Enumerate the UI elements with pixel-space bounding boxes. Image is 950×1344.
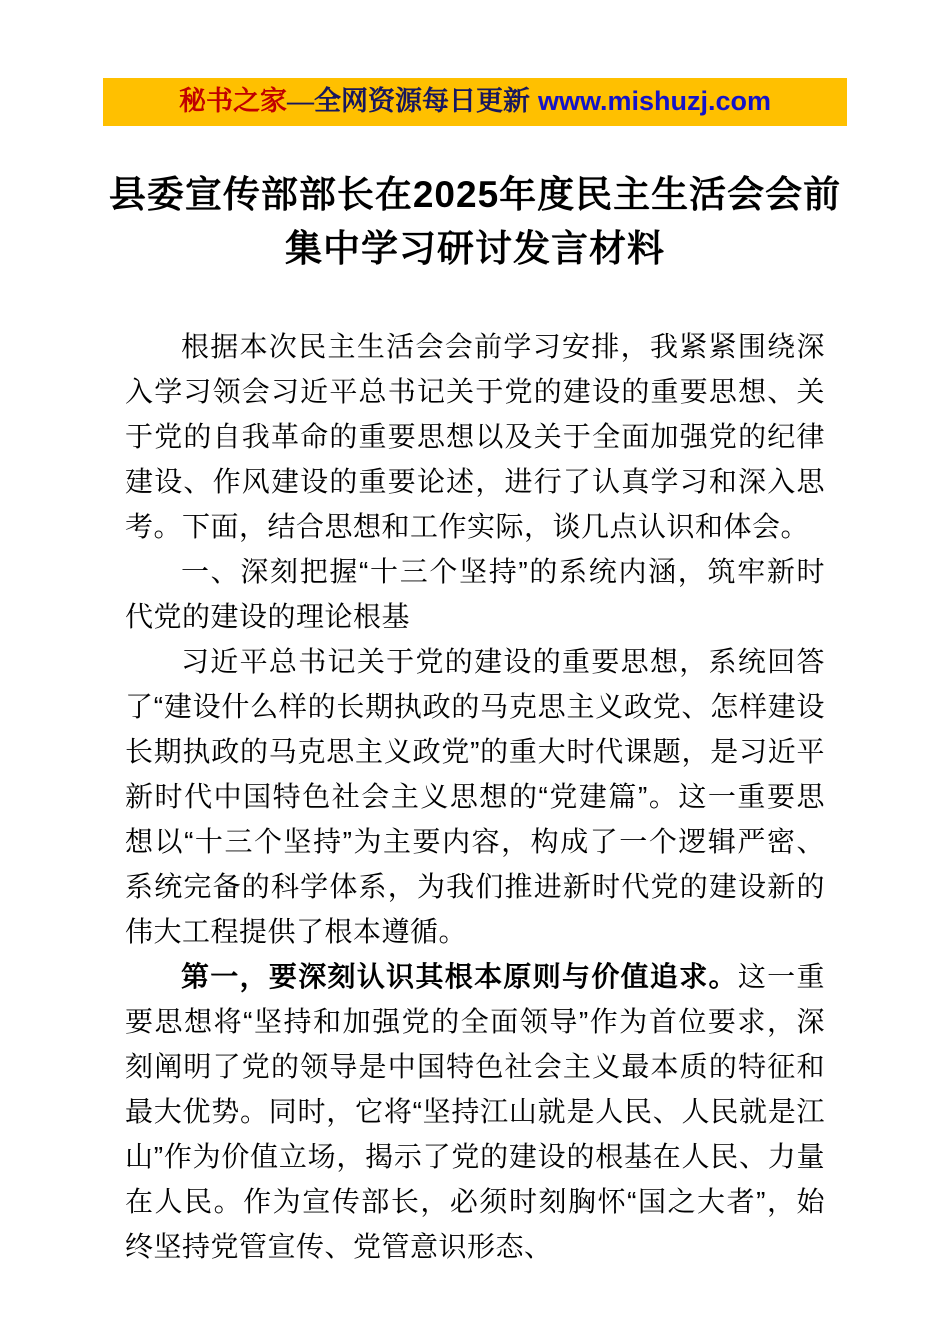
document-title	[100, 168, 850, 275]
banner-tagline-text: —全网资源每日更新	[286, 86, 530, 116]
paragraph-section1-body	[125, 639, 825, 954]
paragraph-section1-text: 习近平总书记关于党的建设的重要思想，系统回答了“建设什么样的长期执政的马克思主义政党、怎样建设长期执政的马克思主义政党”的重大时代课题，是习近平新时代中国特色社会主义思想的“党建篇”。这一重要思想以“十三个坚持”为主要内容，构成了一个逻辑严密、系统完备的科学体系，为我们推进新时代党的建设新的伟大工程提供了根本遵循。	[125, 645, 825, 947]
banner-url-link[interactable]: www.mishuzj.com	[537, 86, 772, 116]
paragraph-intro	[125, 324, 825, 549]
site-banner	[103, 78, 847, 126]
paragraph-intro-text: 根据本次民主生活会会前学习安排，我紧紧围绕深入学习领会习近平总书记关于党的建设的重要思想、关于党的自我革命的重要思想以及关于全面加强党的纪律建设、作风建设的重要论述，进行了认真学习和深入思考。下面，结合思想和工作实际，谈几点认识和体会。	[125, 330, 825, 542]
section-heading-1	[125, 549, 825, 639]
paragraph-point-1-lead: 第一，要深刻认识其根本原则与价值追求。	[181, 960, 738, 992]
paragraph-point-1-text: 这一重要思想将“坚持和加强党的全面领导”作为首位要求，深刻阐明了党的领导是中国特色社会主义最本质的特征和最大优势。同时，它将“坚持江山就是人民、人民就是江山”作为价值立场，揭示了党的建设的根基在人民、力量在人民。作为宣传部长，必须时刻胸怀“国之大者”，始终坚持党管宣传、党管意识形态、	[125, 960, 825, 1262]
banner-brand-text: 秘书之家	[178, 86, 287, 116]
document-title-line2: 集中学习研讨发言材料	[285, 228, 665, 270]
paragraph-point-1	[125, 954, 825, 1269]
section-heading-1-text: 一、深刻把握“十三个坚持”的系统内涵，筑牢新时代党的建设的理论根基	[125, 555, 825, 632]
document-body	[125, 324, 825, 1269]
document-title-line1: 县委宣传部部长在2025年度民主生活会会前	[108, 174, 842, 216]
